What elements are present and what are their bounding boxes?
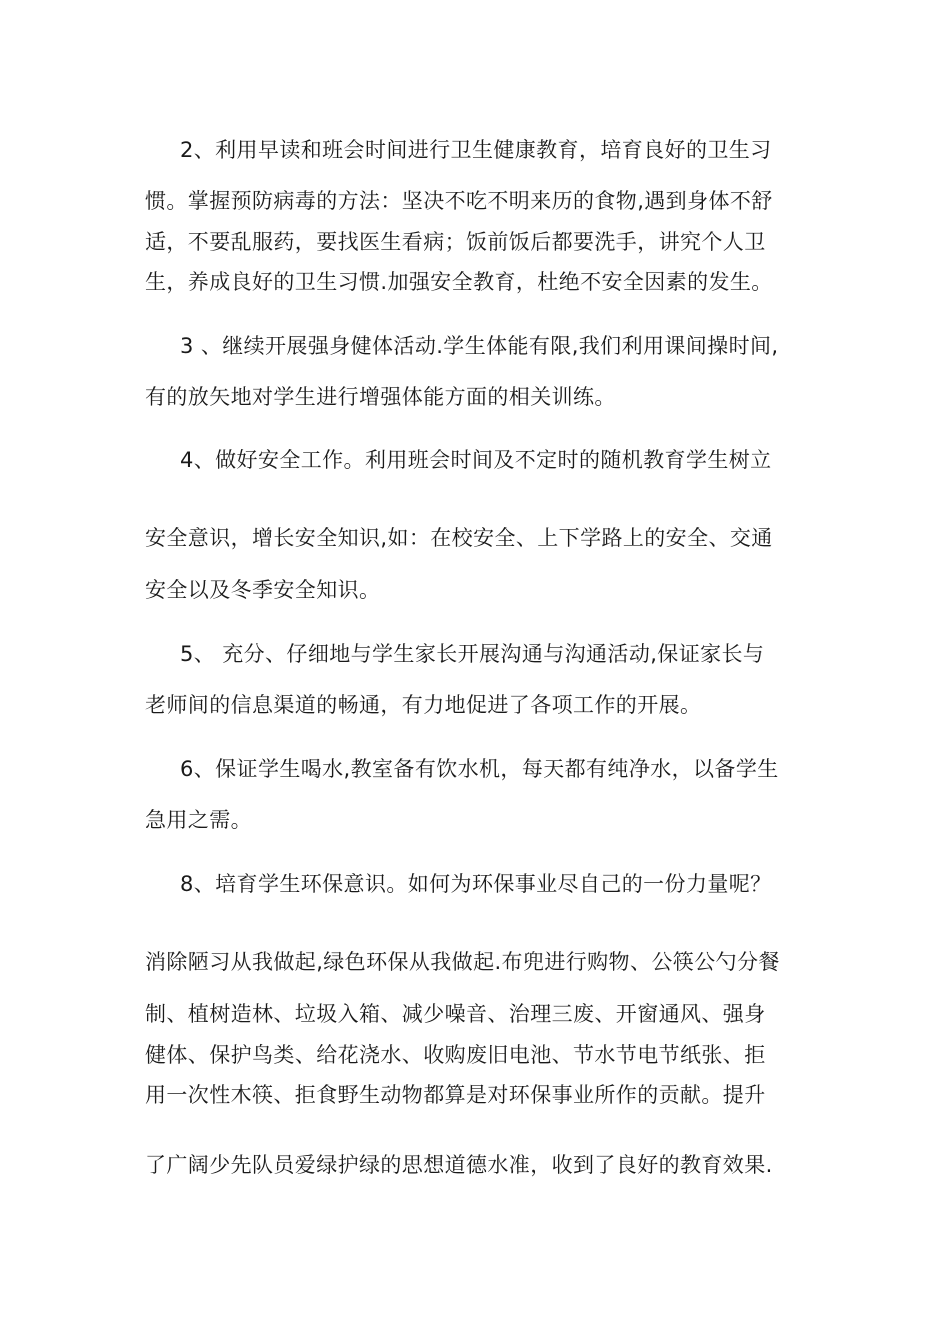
paragraph-5-line-1: 5、 充分、仔细地与学生家长开展沟通与沟通活动,保证家长与 [180, 642, 765, 666]
paragraph-8-line-2: 消除陋习从我做起,绿色环保从我做起.布兜进行购物、公筷公勺分餐 [145, 950, 780, 974]
paragraph-3-line-2: 有的放矢地对学生进行增强体能方面的相关训练。 [145, 385, 616, 409]
paragraph-2-line-4: 生，养成良好的卫生习惯.加强安全教育，杜绝不安全因素的发生。 [145, 270, 773, 294]
paragraph-2-line-3: 适，不要乱服药，要找医生看病；饭前饭后都要洗手，讲究个人卫 [145, 230, 766, 254]
paragraph-8-line-1: 8、培育学生环保意识。如何为环保事业尽自己的一份力量呢？ [180, 872, 772, 896]
paragraph-6-line-1: 6、保证学生喝水,教室备有饮水机，每天都有纯净水，以备学生 [180, 757, 779, 781]
paragraph-2-line-1: 2、利用早读和班会时间进行卫生健康教育，培育良好的卫生习 [180, 138, 772, 162]
paragraph-5-line-2: 老师间的信息渠道的畅通，有力地促进了各项工作的开展。 [145, 693, 702, 717]
paragraph-2-line-2: 惯。掌握预防病毒的方法：坚决不吃不明来历的食物,遇到身体不舒 [145, 189, 773, 213]
paragraph-6-line-2: 急用之需。 [145, 808, 252, 832]
paragraph-3-line-1: 3 、继续开展强身健体活动.学生体能有限,我们利用课间操时间, [180, 334, 779, 358]
paragraph-4-line-1: 4、做好安全工作。利用班会时间及不定时的随机教育学生树立 [180, 448, 772, 472]
paragraph-8-line-3: 制、植树造林、垃圾入箱、减少噪音、治理三废、开窗通风、强身 [145, 1002, 766, 1026]
paragraph-4-line-2: 安全意识，增长安全知识,如：在校安全、上下学路上的安全、交通 [145, 526, 773, 550]
paragraph-4-line-3: 安全以及冬季安全知识。 [145, 578, 381, 602]
paragraph-8-line-6: 了广阔少先队员爱绿护绿的思想道德水准，收到了良好的教育效果. [145, 1153, 773, 1177]
paragraph-8-line-5: 用一次性木筷、拒食野生动物都算是对环保事业所作的贡献。提升 [145, 1083, 766, 1107]
paragraph-8-line-4: 健体、保护鸟类、给花浇水、收购废旧电池、节水节电节纸张、拒 [145, 1043, 766, 1067]
